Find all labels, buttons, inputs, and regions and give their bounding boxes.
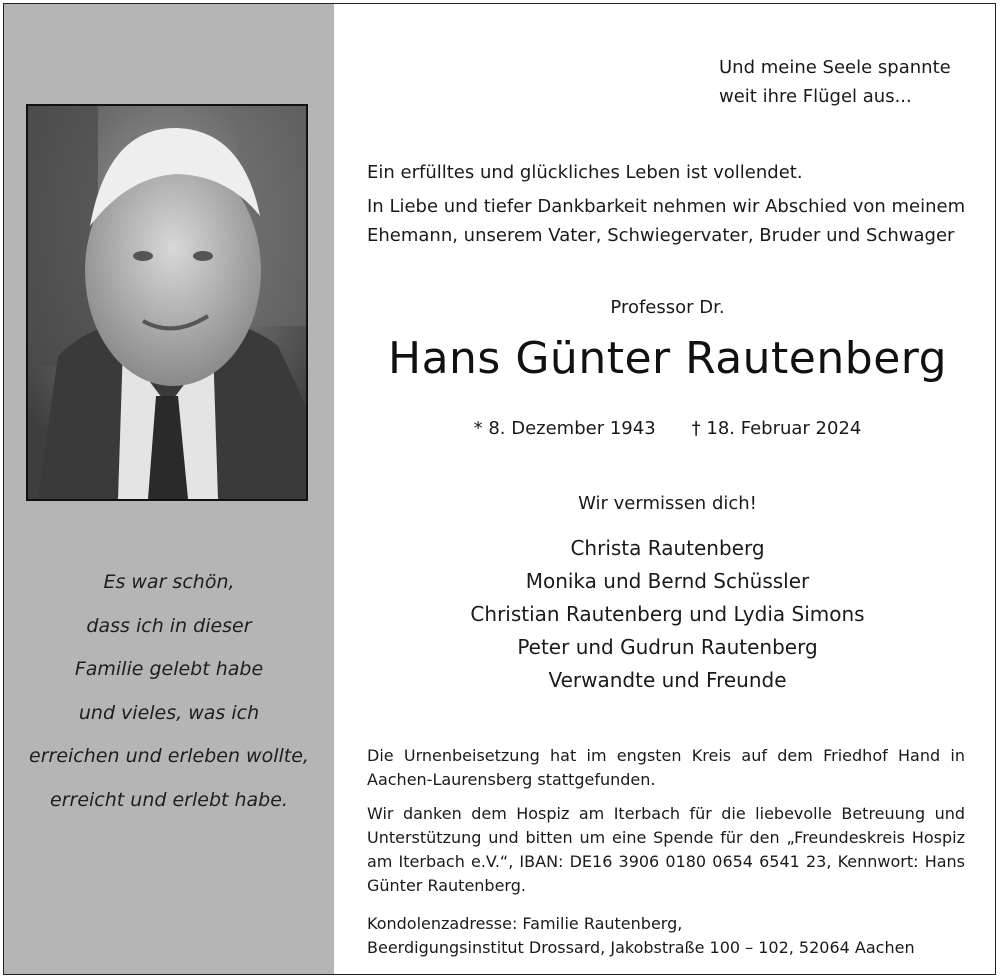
poem-line: Familie gelebt habe (74, 658, 264, 680)
motto-line: Und meine Seele spannte (719, 57, 951, 78)
intro-text (367, 158, 967, 250)
poem-line: und vieles, was ich (78, 701, 260, 724)
death-date: † 18. Februar 2024 (691, 418, 862, 439)
life-dates (335, 418, 1000, 439)
birth-date: * 8. Dezember 1943 (473, 418, 656, 439)
family-member: Christian Rautenberg und Lydia Simons (470, 602, 865, 626)
poem-line: erreicht und erlebt habe. (50, 788, 288, 811)
poem-line: dass ich in dieser (86, 614, 252, 637)
poem-line: erreichen und erleben wollte, (29, 745, 309, 767)
family-member: Peter und Gudrun Rautenberg (517, 635, 818, 659)
academic-title: Professor Dr. (610, 297, 725, 318)
intro-line: Ehemann, unserem Vater, Schwiegervater, Bruder und Schwager (367, 225, 955, 246)
motto-quote (719, 53, 951, 111)
burial-notice: Die Urnenbeisetzung hat im engsten Kreis auf dem Friedhof Hand in Aachen-Laurensberg stattgefunden. (367, 746, 965, 789)
deceased-name: Hans Günter Rautenberg (387, 333, 948, 384)
miss-text: Wir vermissen dich! (578, 493, 757, 514)
family-member: Verwandte und Freunde (548, 668, 787, 692)
side-poem (4, 561, 334, 822)
condolence-address (367, 912, 965, 960)
intro-line: In Liebe und tiefer Dankbarkeit nehmen wir Abschied von meinem (367, 196, 966, 217)
address-line: Beerdigungsinstitut Drossard, Jakobstraße 100 – 102, 52064 Aachen (367, 938, 915, 957)
family-list (335, 532, 1000, 697)
poem-line: Es war schön, (103, 571, 235, 593)
address-line: Kondolenzadresse: Familie Rautenberg, (367, 914, 683, 933)
donation-notice: Wir danken dem Hospiz am Iterbach für die liebevolle Betreuung und Unterstützung und bitten um eine Spende für den „Freundeskreis Hospiz am Iterbach e.V.“, IBAN: DE16 3906 0180 0654 6541 23, Kennwort: Hans Günter Rautenberg. (367, 804, 965, 895)
portrait-photo (26, 104, 308, 501)
intro-line: Ein erfülltes und glückliches Leben ist vollendet. (367, 162, 803, 183)
family-member: Monika und Bernd Schüssler (525, 569, 810, 593)
family-member: Christa Rautenberg (570, 536, 765, 560)
motto-line: weit ihre Flügel aus... (719, 86, 912, 107)
